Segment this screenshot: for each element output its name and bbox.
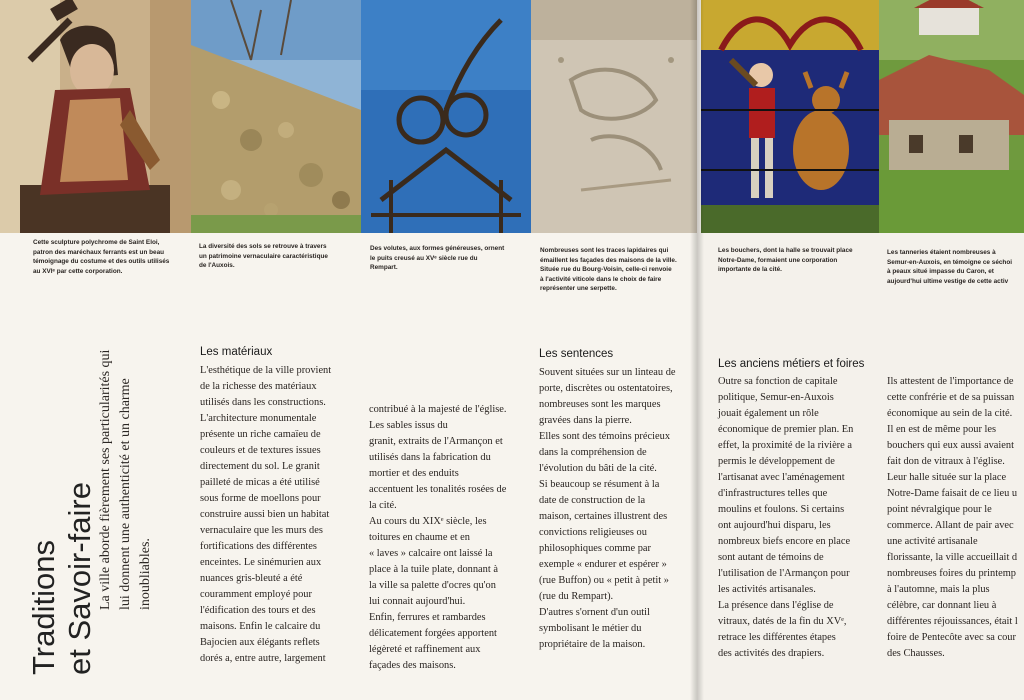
caption-saint-eloi: Cette sculpture polychrome de Saint Eloi, patron des maréchaux ferrants est un beau témoignage du costume et des outils utilisés au XVIᵉ par cette corporation. — [33, 239, 170, 275]
photo-carved-stone — [531, 0, 697, 233]
right-page — [697, 0, 1024, 700]
materiaux-column-2: contribué à la majesté de l'église. Les sables issus du granit, extraits de l'Armançon et utilisés dans la fabrication du mortier et des enduits accentuent les tonalités rosées de la cité. Au cours du XIXᵉ siècle, les toitures en chaume et en « laves » calcaire ont laissé la place à la tuile plate, donnant à la ville sa palette d'ocres qu'on lui connait aujourd'hui. Enfin, ferrures et rambardes délicatement forgées apportent légèreté et raffinement aux façades des maisons. — [369, 404, 507, 671]
photo-wrought-iron — [361, 0, 531, 233]
book-gutter — [690, 0, 704, 700]
sentences-body: Souvent situées sur un linteau de porte, discrètes ou ostentatoires, nombreuses sont les marques gravées dans la pierre. Elles sont des témoins précieux dans la compréhension de l'évolution du bâti de la cité. Si beaucoup se résument à la date de construction de la maison, certaines illustrent des convictions religieuses ou philosophiques comme par exemple « endurer et espérer » (rue Buffon) ou « petit à petit » (rue du Rempart). D'autres s'ornent d'un outil symbolisant le métier du propriétaire de la maison. — [539, 367, 676, 650]
title-line-1: Traditions — [26, 540, 61, 675]
caption-butchers: Les bouchers, dont la halle se trouvait place Notre-Dame, formaient une corporation importante de la cité. — [718, 247, 853, 274]
heading-sentences: Les sentences — [539, 348, 614, 360]
caption-volutes: Des volutes, aux formes généreuses, ornent le puits creusé au XVᵉ siècle rue du Rempart. — [370, 245, 505, 272]
caption-tanneries: Les tanneries étaient nombreuses à Semur-en-Auxois, en témoigne ce séchoi à peaux situé impasse du Caron, et aujourd'hui ultime vestige de cette activ — [887, 249, 1013, 285]
heading-metiers: Les anciens métiers et foires — [718, 358, 865, 370]
photo-stone-wall — [191, 0, 361, 233]
photo-stained-glass — [701, 0, 879, 233]
materiaux-column-1: L'esthétique de la ville provient de la richesse des matériaux utilisés dans les constructions. L'architecture monumentale présente un riche camaïeu de couleurs et de textures issues directement du sol. Le granit pailleté de micas a été utilisé sous forme de moellons pour construire aussi bien un habitat vernaculaire que les murs des fortifications des différentes enceintes. Le sinémurien aux nuances gris-bleuté a été couramment employé pour l'édification des tours et des maisons. Enfin le calcaire du Bajocien aux élégants reflets dorés a, entre autre, largement — [200, 365, 332, 664]
intro-text: La ville aborde fièrement ses particularités qui lui donnent une authenticité et un charme inoubliables. — [98, 349, 153, 610]
photo-saint-eloi — [0, 0, 191, 233]
heading-materiaux: Les matériaux — [200, 346, 273, 358]
caption-soils: La diversité des sols se retrouve à travers un patrimoine vernaculaire caractéristique de l'Auxois. — [199, 243, 328, 270]
metiers-column-1: Outre sa fonction de capitale politique, Semur-en-Auxois jouait également un rôle économique de premier plan. En effet, la proximité de la rivière a permis le développement de l'artisanat avec l'aménagement d'infrastructures telles que moulins et foulons. Si certains ont aujourd'hui disparu, les nombreux biefs encore en place sont autant de témoins de l'utilisation de l'Armançon pour les activités artisanales. La présence dans l'église de vitraux, datés de la fin du XVᵉ, retrace les différentes étapes des activités des drapiers. — [718, 376, 854, 659]
photo-tannery-village — [879, 0, 1024, 233]
title-line-2: et Savoir-faire — [62, 482, 97, 675]
metiers-column-2: Ils attestent de l'importance de cette confrérie et de sa puissan économique au sein de la cité. Il en est de même pour les bouchers qui eux aussi avaient fait don de vitraux à l'église. Leur halle située sur la place Notre-Dame faisait de ce lieu u point névralgique pour le commerce. Allant de pair avec une activité artisanale florissante, la ville accueillait d nombreuses foires du printemp à l'automne, mais la plus célèbre, car donnant lieu à différentes réjouissances, était l foire de Pentecôte avec sa cour des Chausses. — [887, 376, 1018, 659]
caption-lapidary: Nombreuses sont les traces lapidaires qui émaillent les façades des maisons de la ville. Située rue du Bourg-Voisin, celle-ci renvoie à l'activité viticole dans le choix de faire représenter une serpette. — [540, 247, 677, 293]
page-title — [26, 482, 98, 675]
